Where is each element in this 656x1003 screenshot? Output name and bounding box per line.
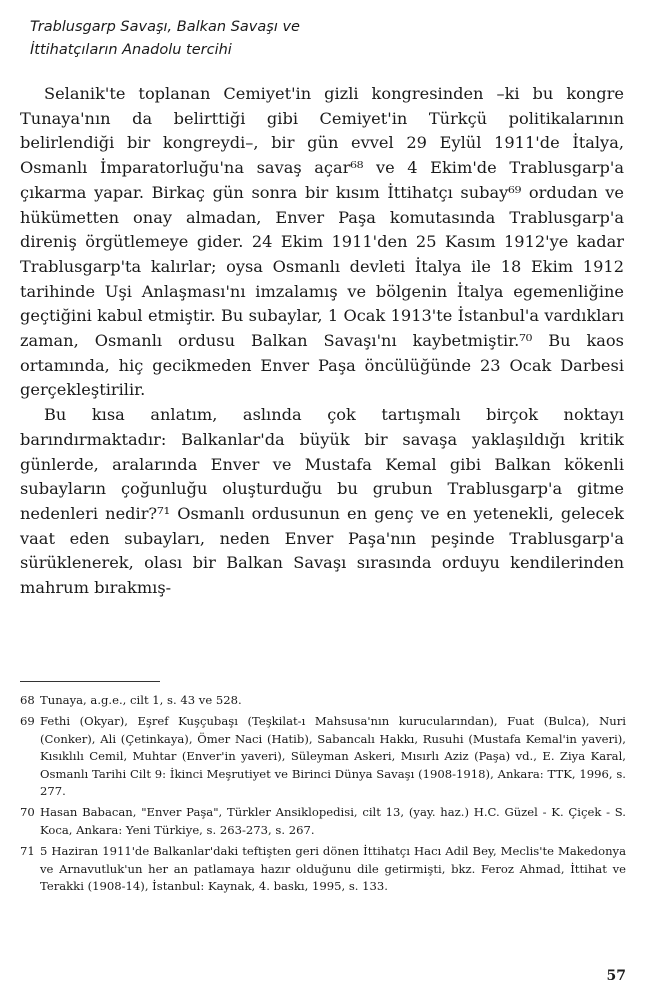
footnote-text: Tunaya, a.g.e., cilt 1, s. 43 ve 528. [40,693,242,707]
page-number: 57 [606,968,626,984]
footnote-number: 69 [20,714,35,729]
footnotes [20,692,626,899]
footnote-text: 5 Haziran 1911'de Balkanlar'daki teftişten geri dönen İttihatçı Hacı Adil Bey, Meclis'te Makedonya ve Arnavutluk'un her an patlamaya hazır olduğunu dile getirmişti, bkz. Feroz Ahmad, İttihat ve Terakki (1908-14), İstanbul: Kaynak, 4. baskı, 1995, s. 133. [40,844,626,894]
footnote-71 [20,843,626,895]
body-paragraph-1: Selanik'te toplanan Cemiyet'in gizli kongresinden –ki bu kongre Tunaya'nın da belirttiği gibi Cemiyet'in Türkçü politikalarının belirlendiği bir kongreydi–, bir gün evvel 29 Eylül 1911'de İtalya, Osmanlı İmparatorluğu'na savaş açar⁶⁸ ve 4 Ekim'de Trablusgarp'a çıkarma yapar. Birkaç gün sonra bir kısım İttihatçı subay⁶⁹ ordudan ve hükümetten onay almadan, Enver Paşa komutasında Trablusgarp'a direniş örgütlemeye gider. 24 Ekim 1911'den 25 Kasım 1912'ye kadar Trablusgarp'ta kalırlar; oysa Osmanlı devleti İtalya ile 18 Ekim 1912 tarihinde Uşi Anlaşması'nı imzalamış ve bölgenin İtalya egemenliğine geçtiğini kabul etmiştir. Bu subaylar, 1 Ocak 1913'te İstanbul'a vardıkları zaman, Osmanlı ordusu Balkan Savaşı'nı kaybetmiştir.⁷⁰ Bu kaos ortamında, hiç gecikmeden Enver Paşa öncülüğünde 23 Ocak Darbesi gerçekleştirilir. [20,84,624,400]
running-head [30,16,550,62]
footnote-70 [20,804,626,839]
footnote-divider [20,681,160,682]
footnote-number: 71 [20,844,35,859]
footnote-number: 70 [20,805,35,820]
footnote-text: Hasan Babacan, "Enver Paşa", Türkler Ansiklopedisi, cilt 13, (yay. haz.) H.C. Güzel - K. Çiçek - S. Koca, Ankara: Yeni Türkiye, s. 263-273, s. 267. [40,805,626,837]
running-head-line-1: Trablusgarp Savaşı, Balkan Savaşı ve [30,19,300,35]
footnote-69 [20,713,626,800]
footnote-number: 68 [20,693,35,707]
running-head-line-2: İttihatçıların Anadolu tercihi [30,42,232,58]
body-text [20,82,624,601]
body-paragraph-2: Bu kısa anlatım, aslında çok tartışmalı birçok noktayı barındırmaktadır: Balkanlar'da büyük bir savaşa yaklaşıldığı kritik günlerde, aralarında Enver ve Mustafa Kemal gibi Balkan kökenli subayların çoğunluğu oluşturduğu bu grubun Trablusgarp'a gitme nedenleri nedir?⁷¹ Osmanlı ordusunun en genç ve en yetenekli, gelecek vaat eden subayları, neden Enver Paşa'nın peşinde Trablusgarp'a sürüklenerek, olası bir Balkan Savaşı sırasında orduyu kendilerinden mahrum bırakmış- [20,405,624,598]
footnote-68 [20,692,626,709]
footnote-text: Fethi (Okyar), Eşref Kuşçubaşı (Teşkilat-ı Mahsusa'nın kurucularından), Fuat (Bulca), Nuri (Conker), Ali (Çetinkaya), Ömer Naci (Hatib), Sabancalı Hakkı, Rusuhi (Mustafa Kemal'in yaveri), Kısıklılı Cemil, Muhtar (Enver'in yaveri), Süleyman Askeri, Mısırlı Aziz (Paşa) vd., E. Ziya Karal, Osmanlı Tarihi Cilt 9: İkinci Meşrutiyet ve Birinci Dünya Savaşı (1908-1918), Ankara: TTK, 1996, s. 277. [40,714,626,799]
